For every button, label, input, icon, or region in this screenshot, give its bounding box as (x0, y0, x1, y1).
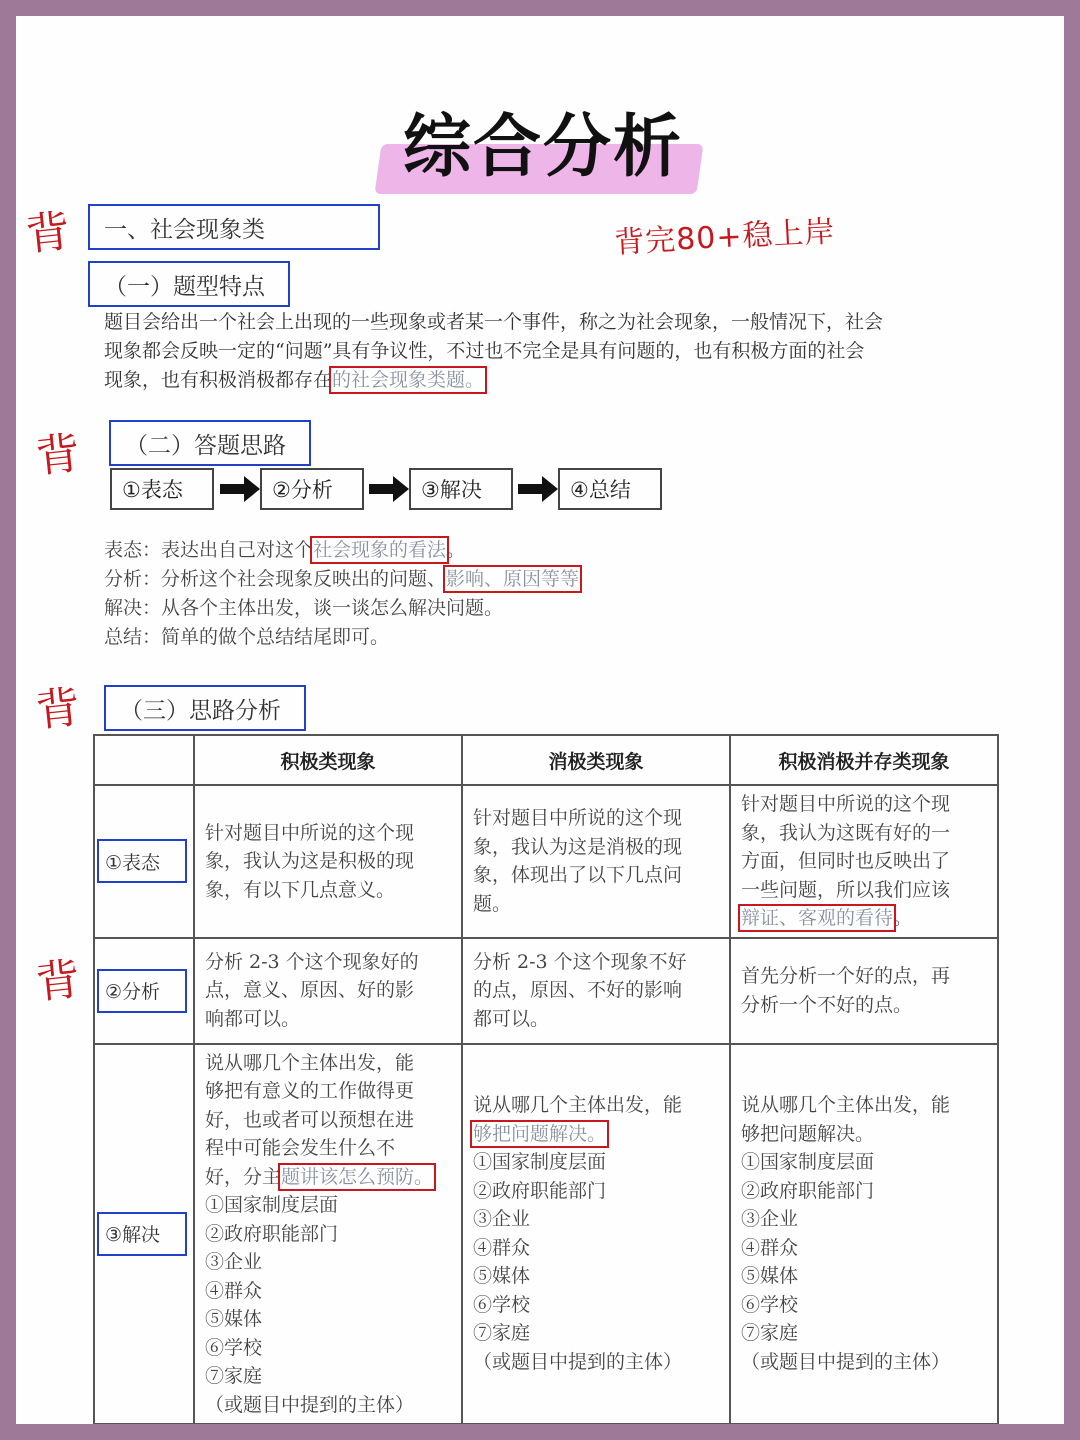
row-label-cell (94, 938, 194, 1044)
cell-line: ⑥学校 (741, 1293, 799, 1316)
cell-line: 点，意义、原因、好的影 (205, 979, 415, 1002)
cell-line: ⑦家庭 (473, 1322, 531, 1345)
table-cell (194, 785, 462, 938)
cell-line: 响都可以。 (205, 1007, 301, 1030)
cell-line: ③企业 (741, 1208, 799, 1231)
arrow-right-icon (220, 476, 260, 502)
cell-line: ⑤媒体 (205, 1308, 263, 1330)
handwritten-bei-1: 背 (23, 205, 73, 262)
table-cell (730, 785, 998, 938)
cell-line: ⑥学校 (473, 1293, 531, 1316)
arrow-right-icon (518, 476, 558, 502)
table-cell (462, 1044, 730, 1425)
row-label-cell (94, 1044, 194, 1425)
cell-line (205, 1163, 451, 1192)
cell-line: 的点，原因、不好的影响 (473, 979, 683, 1002)
paragraph-line: 题目会给出一个社会上出现的一些现象或者某一个事件，称之为社会现象，一般情况下，社会 (104, 311, 884, 333)
cell-line: 好，也或者可以预想在进 (205, 1108, 415, 1131)
cell-line: 象，体现出了以下几点问 (473, 864, 683, 887)
cell-line: 象，我认为这是消极的现 (473, 835, 683, 858)
cell-line: 针对题目中所说的这个现 (205, 821, 415, 844)
cell-line: （或题目中提到的主体） (205, 1393, 415, 1416)
cell-line: 针对题目中所说的这个现 (473, 807, 683, 830)
step-line (104, 594, 579, 623)
cell-text: 。 (893, 907, 913, 929)
table-header-row (94, 735, 998, 785)
cell-line: ①国家制度层面 (741, 1151, 875, 1174)
step-text: 。 (446, 539, 466, 561)
table-row (94, 938, 998, 1044)
table-cell (730, 938, 998, 1044)
highlight-social-phenomenon-type: 的社会现象类题。 (332, 369, 485, 391)
cell-line: 说从哪几个主体出发，能 (205, 1051, 415, 1074)
flow-step-2: ②分析 (260, 468, 364, 510)
cell-line: 一些问题，所以我们应该 (741, 878, 951, 901)
column-header: 积极类现象 (194, 735, 462, 785)
subsection-heading-1: （一）题型特点 (88, 261, 290, 307)
table-cell (194, 1044, 462, 1425)
flow-step-1: ①表态 (110, 468, 214, 510)
subsection-heading-2: （二）答题思路 (109, 420, 311, 466)
table-cell (730, 1044, 998, 1425)
highlight-prevention: 题讲该怎么预防。 (281, 1165, 434, 1188)
cell-line: 方面，但同时也反映出了 (741, 850, 951, 872)
highlight-impact: 影响、原因等等 (446, 568, 580, 590)
table-cell (462, 938, 730, 1044)
cell-line: 程中可能会发生什么不 (205, 1137, 396, 1159)
highlight-view: 社会现象的看法 (313, 539, 447, 561)
cell-line: 够把有意义的工作做得更 (205, 1080, 415, 1102)
step-text: 表态：表达出自己对这个 (104, 539, 314, 561)
cell-line: ②政府职能部门 (473, 1179, 607, 1202)
title-block (378, 98, 708, 198)
cell-line: ⑤媒体 (473, 1265, 531, 1288)
arrow-right-icon (369, 476, 409, 502)
cell-line: ⑦家庭 (205, 1365, 263, 1387)
highlight-dialectical: 辩证、客观的看待 (741, 907, 894, 929)
paragraph-line: 现象都会反映一定的“问题”具有争议性，不过也不完全是具有问题的，也有积极方面的社会 (104, 340, 865, 362)
cell-line: 针对题目中所说的这个现 (741, 793, 951, 815)
cell-line: ⑤媒体 (741, 1265, 799, 1288)
cell-line: ③企业 (205, 1251, 263, 1273)
cell-line: ④群众 (473, 1236, 531, 1259)
step-text: 总结：简单的做个总结结尾即可。 (104, 626, 390, 648)
section-heading: 一、社会现象类 (88, 204, 380, 250)
handwritten-bei-3: 背 (33, 681, 83, 738)
cell-line: ④群众 (205, 1279, 263, 1302)
cell-line: 说从哪几个主体出发，能 (473, 1094, 683, 1117)
cell-line: 说从哪几个主体出发，能 (741, 1094, 951, 1117)
cell-line: 分析一个不好的点。 (741, 993, 913, 1016)
cell-line: 都可以。 (473, 1007, 550, 1030)
flow-step-3: ③解决 (409, 468, 513, 510)
subsection-heading-3: （三）思路分析 (104, 685, 306, 731)
cell-line: 分析 2-3 个这个现象不好 (473, 950, 687, 973)
cell-line (473, 1120, 719, 1149)
column-header: 积极消极并存类现象 (730, 735, 998, 785)
page-title: 综合分析 (402, 108, 683, 187)
cell-line: 够把问题解决。 (741, 1122, 875, 1145)
step-text: 分析：分析这个社会现象反映出的问题、 (104, 568, 447, 590)
paragraph-line (104, 366, 994, 395)
cell-line: ①国家制度层面 (205, 1194, 339, 1216)
cell-line: ②政府职能部门 (205, 1222, 339, 1245)
step-line (104, 623, 579, 652)
cell-line: （或题目中提到的主体） (473, 1350, 683, 1373)
table-cell (462, 785, 730, 938)
cell-line: ③企业 (473, 1208, 531, 1231)
analysis-table (93, 734, 999, 1424)
table-row (94, 1044, 998, 1425)
cell-line: 首先分析一个好的点，再 (741, 965, 951, 987)
cell-line: ④群众 (741, 1236, 799, 1259)
flow-step-4: ④总结 (558, 468, 662, 510)
handwritten-bei-4: 背 (33, 953, 83, 1010)
cell-line: ⑥学校 (205, 1336, 263, 1359)
handwritten-bei-2: 背 (33, 427, 83, 484)
table-corner (94, 735, 194, 785)
cell-line: 象，有以下几点意义。 (205, 878, 396, 901)
cell-line: 象，我认为这既有好的一 (741, 821, 951, 844)
table-row (94, 785, 998, 938)
document-page (16, 16, 1064, 1424)
handwritten-note: 背完80+稳上岸 (613, 214, 837, 261)
cell-line: 分析 2-3 个这个现象好的 (205, 950, 419, 973)
column-header: 消极类现象 (462, 735, 730, 785)
paragraph-text: 现象，也有积极消极都存在 (104, 369, 333, 391)
cell-text: 好，分主 (205, 1165, 282, 1188)
cell-line: ①国家制度层面 (473, 1151, 607, 1174)
row-label: ①表态 (97, 839, 187, 883)
answer-steps (104, 536, 579, 652)
cell-line: ②政府职能部门 (741, 1179, 875, 1202)
cell-line: ⑦家庭 (741, 1322, 799, 1345)
cell-line: （或题目中提到的主体） (741, 1350, 951, 1373)
step-line (104, 565, 579, 594)
cell-line (741, 904, 987, 933)
row-label-cell (94, 785, 194, 938)
feature-paragraph (104, 308, 994, 395)
cell-line: 题。 (473, 892, 512, 915)
row-label: ②分析 (97, 969, 187, 1013)
row-label: ③解决 (97, 1212, 187, 1256)
step-text: 解决：从各个主体出发，谈一谈怎么解决问题。 (104, 597, 504, 619)
highlight-solve: 够把问题解决。 (473, 1122, 607, 1145)
step-line (104, 536, 579, 565)
table-cell (194, 938, 462, 1044)
cell-line: 象，我认为这是积极的现 (205, 850, 415, 872)
